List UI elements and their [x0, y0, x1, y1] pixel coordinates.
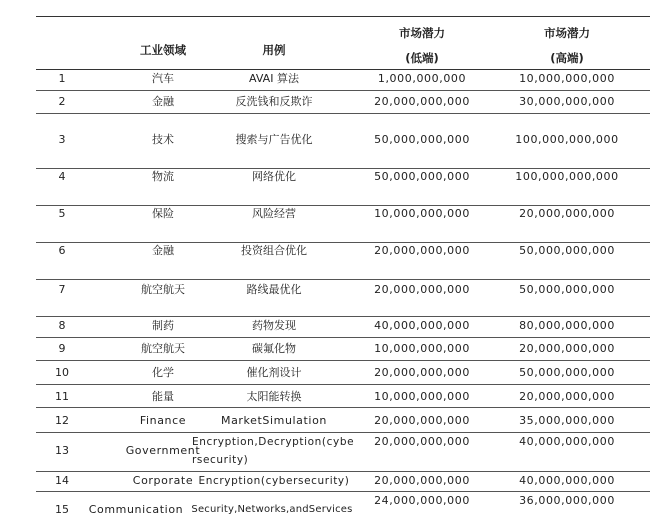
row-number: 9: [58, 342, 66, 355]
row-use-case: 路线最优化: [246, 283, 302, 296]
row-use-case: Encryption(cybersecurity): [198, 475, 350, 487]
row-use-case: 风险经营: [252, 207, 296, 220]
row-divider: [36, 471, 650, 472]
row-divider: [36, 491, 650, 492]
row-number: 2: [58, 95, 66, 108]
row-industry: 化学: [152, 366, 174, 379]
row-high-value: 36,000,000,000: [519, 494, 615, 507]
row-high-value: 35,000,000,000: [519, 414, 615, 427]
row-use-case: 太阳能转换: [246, 390, 302, 403]
row-low-value: 20,000,000,000: [374, 283, 470, 296]
row-use-case: 投资组合优化: [241, 244, 307, 257]
row-number: 6: [58, 244, 66, 257]
row-number: 1: [58, 72, 66, 85]
row-high-value: 40,000,000,000: [519, 435, 615, 448]
header-market-low-line1: 市场潜力: [399, 26, 445, 40]
row-divider: [36, 432, 650, 433]
row-number: 13: [55, 444, 69, 457]
row-number: 11: [55, 390, 69, 403]
row-divider: [36, 316, 650, 317]
row-industry: 保险: [152, 207, 174, 220]
row-low-value: 20,000,000,000: [374, 435, 470, 448]
row-industry: 金融: [152, 95, 174, 108]
row-industry: 制药: [152, 319, 174, 332]
row-low-value: 1,000,000,000: [377, 72, 467, 85]
row-industry: Finance: [139, 414, 187, 427]
row-industry: 物流: [152, 170, 174, 183]
row-industry: 金融: [152, 244, 174, 257]
row-use-case: Security,Networks,andServices: [191, 504, 353, 515]
row-low-value: 10,000,000,000: [374, 207, 470, 220]
row-number: 3: [58, 133, 66, 146]
row-high-value: 20,000,000,000: [519, 390, 615, 403]
row-high-value: 50,000,000,000: [519, 283, 615, 296]
row-high-value: 100,000,000,000: [515, 170, 619, 183]
row-industry: 航空航天: [141, 342, 185, 355]
row-use-case: 药物发现: [252, 319, 296, 332]
row-industry: Corporate: [132, 474, 194, 487]
row-high-value: 40,000,000,000: [519, 474, 615, 487]
row-industry: 汽车: [152, 72, 174, 85]
row-divider: [36, 205, 650, 206]
row-use-case: 碳氟化物: [252, 342, 296, 355]
row-divider: [36, 242, 650, 243]
row-low-value: 50,000,000,000: [374, 170, 470, 183]
header-industry-field: 工业领域: [140, 43, 186, 57]
row-number: 15: [55, 503, 69, 516]
row-industry: 航空航天: [141, 283, 185, 296]
row-divider: [36, 90, 650, 91]
header-market-high-line2: (高端): [550, 51, 584, 65]
row-use-case: 网络优化: [252, 170, 296, 183]
row-number: 5: [58, 207, 66, 220]
row-number: 4: [58, 170, 66, 183]
row-low-value: 50,000,000,000: [374, 133, 470, 146]
row-divider: [36, 360, 650, 361]
row-number: 8: [58, 319, 66, 332]
row-use-case-line2: rsecurity): [192, 454, 249, 466]
row-industry: Communication: [88, 503, 184, 516]
row-high-value: 50,000,000,000: [519, 366, 615, 379]
row-divider: [36, 337, 650, 338]
row-low-value: 20,000,000,000: [374, 366, 470, 379]
row-divider: [36, 407, 650, 408]
row-high-value: 20,000,000,000: [519, 207, 615, 220]
row-use-case: 搜索与广告优化: [235, 133, 313, 146]
row-divider: [36, 279, 650, 280]
row-number: 14: [55, 474, 69, 487]
row-high-value: 50,000,000,000: [519, 244, 615, 257]
header-market-high-line1: 市场潜力: [544, 26, 590, 40]
row-high-value: 20,000,000,000: [519, 342, 615, 355]
row-low-value: 10,000,000,000: [374, 342, 470, 355]
row-divider: [36, 168, 650, 169]
row-industry: Government: [125, 444, 201, 457]
row-low-value: 20,000,000,000: [374, 414, 470, 427]
row-low-value: 40,000,000,000: [374, 319, 470, 332]
market-potential-table: [36, 16, 650, 524]
row-use-case: MarketSimulation: [220, 414, 327, 427]
row-industry: 能量: [152, 390, 174, 403]
row-use-case-line1: Encryption,Decryption(cybe: [192, 436, 355, 448]
row-low-value: 20,000,000,000: [374, 95, 470, 108]
header-use-case: 用例: [262, 43, 286, 57]
row-industry: 技术: [152, 133, 174, 146]
row-use-case: AVAI 算法: [249, 72, 299, 85]
row-divider: [36, 384, 650, 385]
row-low-value: 24,000,000,000: [374, 494, 470, 507]
row-high-value: 30,000,000,000: [519, 95, 615, 108]
row-number: 12: [55, 414, 69, 427]
row-high-value: 80,000,000,000: [519, 319, 615, 332]
row-number: 7: [58, 283, 66, 296]
header-market-low-line2: (低端): [405, 51, 439, 65]
row-number: 10: [55, 366, 69, 379]
row-divider: [36, 113, 650, 114]
row-high-value: 10,000,000,000: [519, 72, 615, 85]
row-low-value: 20,000,000,000: [374, 244, 470, 257]
header-bottom-rule: [36, 69, 650, 70]
row-use-case: 催化剂设计: [246, 366, 302, 379]
row-use-case: 反洗钱和反欺诈: [235, 95, 313, 108]
row-low-value: 20,000,000,000: [374, 474, 470, 487]
row-low-value: 10,000,000,000: [374, 390, 470, 403]
table-top-rule: [36, 16, 650, 17]
row-high-value: 100,000,000,000: [515, 133, 619, 146]
